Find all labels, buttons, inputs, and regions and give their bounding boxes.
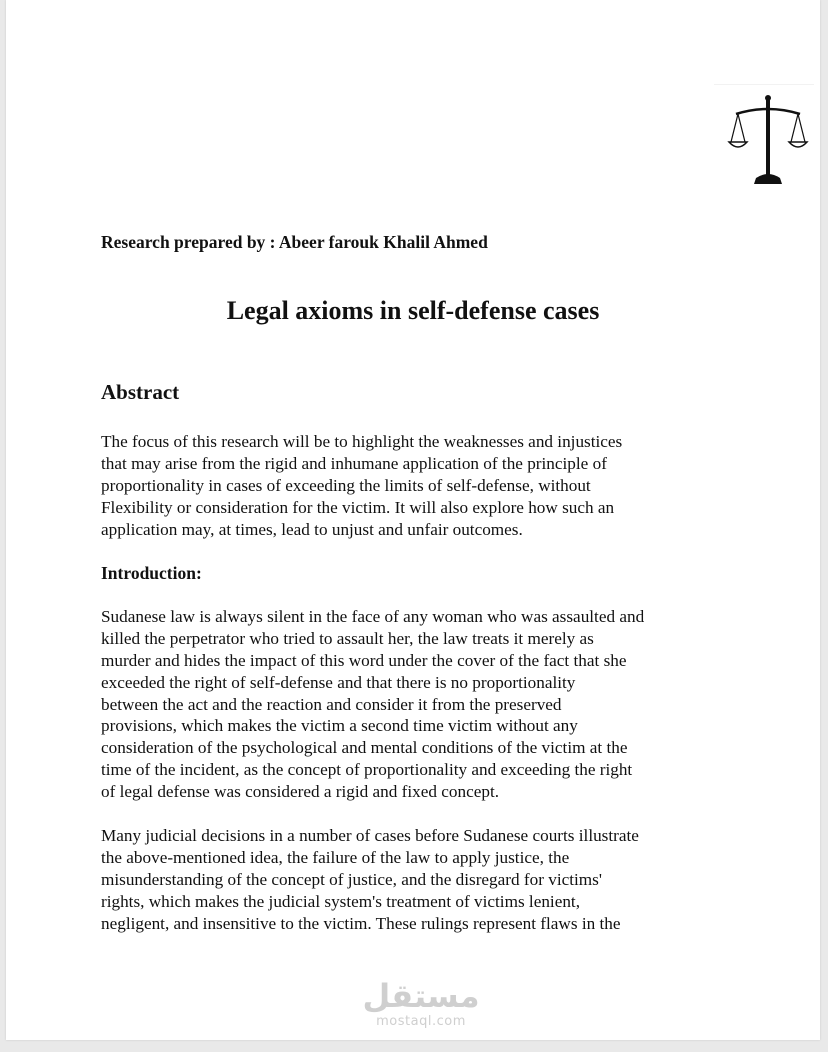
paragraph-line: provisions, which makes the victim a second time victim without any	[101, 716, 578, 736]
scales-of-justice-icon	[726, 92, 810, 192]
watermark-url: mostaql.com	[376, 1014, 466, 1029]
author-line: Research prepared by : Abeer farouk Khalil Ahmed	[101, 232, 488, 252]
header-rule	[714, 84, 814, 85]
paragraph-line: consideration of the psychological and mental conditions of the victim at the	[101, 738, 628, 758]
paragraph-line: misunderstanding of the concept of justice, and the disregard for victims'	[101, 869, 602, 889]
abstract-paragraph	[101, 431, 741, 540]
paragraph-line: of legal defense was considered a rigid and fixed concept.	[101, 782, 500, 802]
mostaql-watermark	[361, 978, 481, 1029]
watermark-arabic: مستقل	[362, 977, 480, 1015]
document-page	[6, 0, 820, 1040]
paragraph-line: The focus of this research will be to highlight the weaknesses and injustices	[101, 432, 623, 451]
paragraph-line: time of the incident, as the concept of proportionality and exceeding the right	[101, 760, 633, 780]
paragraph-line: exceeded the right of self-defense and that there is no proportionality	[101, 672, 576, 692]
paragraph-line: proportionality in cases of exceeding the limits of self-defense, without	[101, 475, 591, 495]
body-paragraph	[101, 825, 741, 934]
paragraph-line: between the act and the reaction and consider it from the preserved	[101, 694, 562, 714]
paragraph-line: killed the perpetrator who tried to assault her, the law treats it merely as	[101, 628, 594, 648]
paragraph-line: negligent, and insensitive to the victim. These rulings represent flaws in the	[101, 913, 621, 933]
paragraph-line: rights, which makes the judicial system's treatment of victims lenient,	[101, 891, 580, 911]
paragraph-line: Sudanese law is always silent in the face of any woman who was assaulted and	[101, 607, 645, 626]
paragraph-line: the above-mentioned idea, the failure of the law to apply justice, the	[101, 847, 570, 867]
paragraph-line: that may arise from the rigid and inhumane application of the principle of	[101, 453, 607, 473]
document-title: Legal axioms in self-defense cases	[226, 296, 600, 325]
introduction-paragraph	[101, 606, 741, 803]
paragraph-line: murder and hides the impact of this word under the cover of the fact that she	[101, 650, 627, 670]
paragraph-line: Flexibility or consideration for the victim. It will also explore how such an	[101, 497, 615, 517]
paragraph-line: Many judicial decisions in a number of cases before Sudanese courts illustrate	[101, 826, 639, 845]
paragraph-line: application may, at times, lead to unjust and unfair outcomes.	[101, 519, 523, 539]
introduction-heading: Introduction:	[101, 563, 202, 583]
abstract-heading: Abstract	[101, 380, 180, 404]
